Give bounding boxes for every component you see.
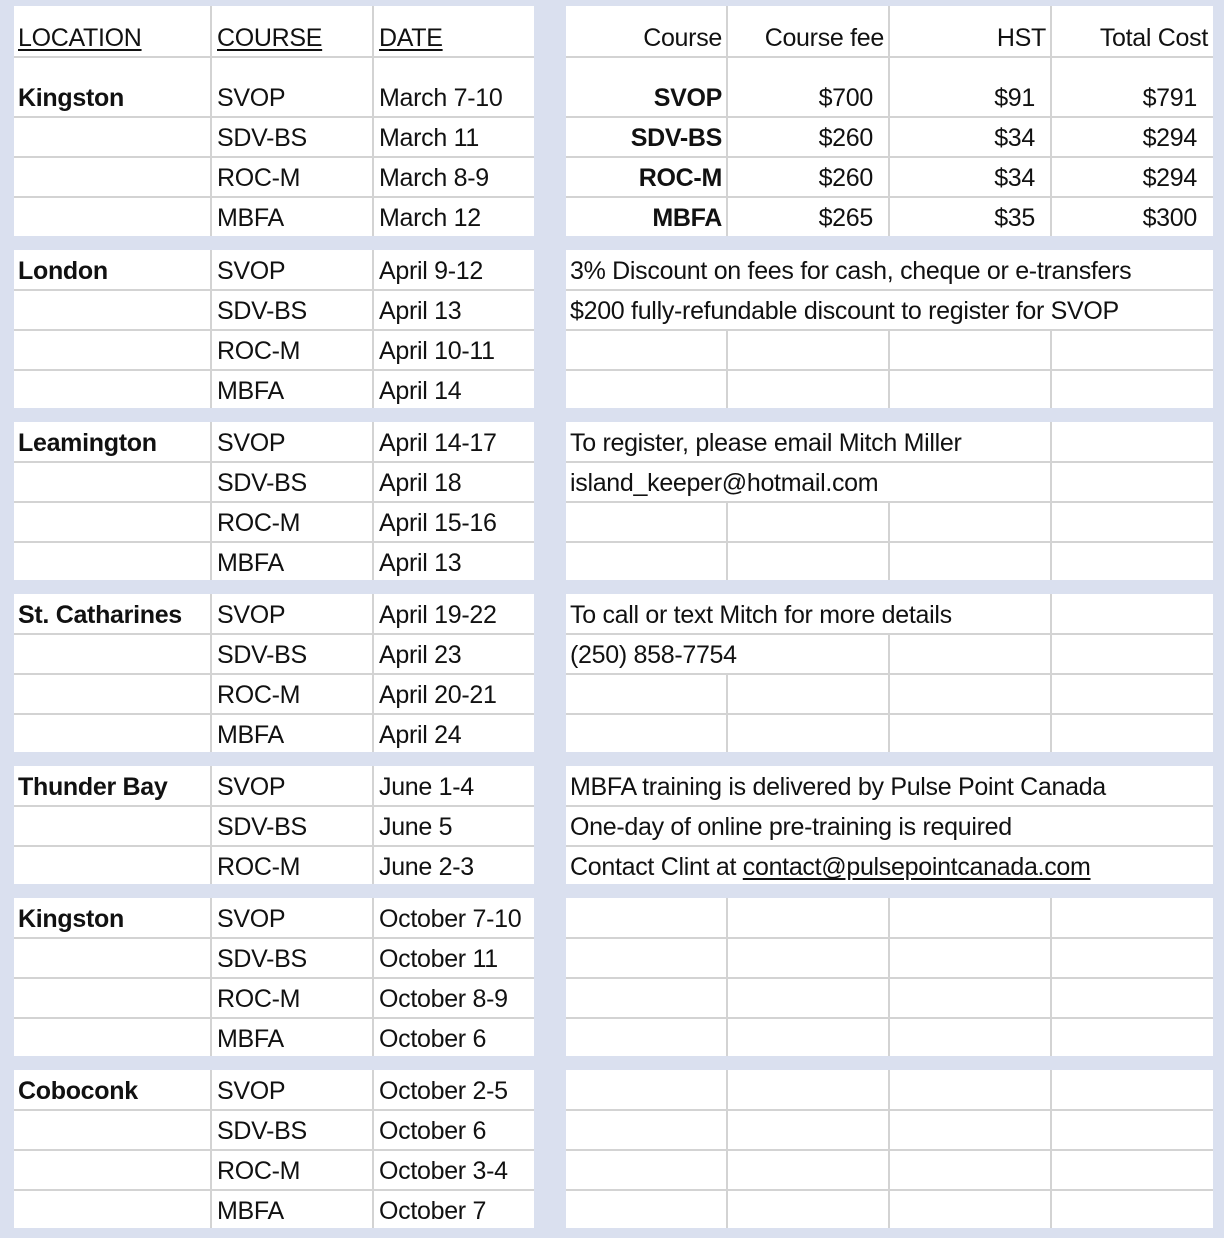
course-cell: SDV-BS xyxy=(217,469,307,497)
gridline xyxy=(1050,594,1052,752)
price-total-cell: $791 xyxy=(1142,84,1197,112)
price-hst-cell: $34 xyxy=(994,124,1035,152)
header-hst: HST xyxy=(996,24,1046,52)
gridline xyxy=(14,196,534,198)
header-course: Course xyxy=(643,24,722,52)
date-cell: April 13 xyxy=(379,549,462,577)
course-cell: SDV-BS xyxy=(217,124,307,152)
header-course-fee: Course fee xyxy=(764,24,884,52)
gridline xyxy=(888,898,890,1056)
date-cell: June 1-4 xyxy=(379,773,474,801)
price-total-cell: $294 xyxy=(1142,164,1197,192)
date-cell: March 12 xyxy=(379,204,481,232)
gridline xyxy=(726,674,728,752)
gridline xyxy=(210,594,212,752)
gridline xyxy=(1050,6,1052,236)
date-cell: April 19-22 xyxy=(379,601,497,629)
course-cell: ROC-M xyxy=(217,853,301,881)
date-cell: October 3-4 xyxy=(379,1157,508,1185)
date-cell: April 23 xyxy=(379,641,462,669)
register-email[interactable]: island_keeper@hotmail.com xyxy=(570,469,879,497)
course-cell: SVOP xyxy=(217,905,286,933)
contact-prefix: Contact Clint at xyxy=(570,853,743,881)
course-cell: SDV-BS xyxy=(217,813,307,841)
course-cell: MBFA xyxy=(217,1197,284,1225)
price-fee-cell: $260 xyxy=(818,164,873,192)
contact-email-link[interactable]: contact@pulsepointcanada.com xyxy=(742,853,1091,881)
location-cell: Coboconk xyxy=(18,1077,138,1105)
gridline xyxy=(14,461,534,463)
gridline xyxy=(210,898,212,1056)
price-hst-cell: $91 xyxy=(994,84,1035,112)
gridline xyxy=(726,502,728,580)
course-cell: SDV-BS xyxy=(217,641,307,669)
date-cell: April 14 xyxy=(379,377,462,405)
date-cell: October 2-5 xyxy=(379,1077,508,1105)
gridline xyxy=(888,6,890,236)
date-cell: October 6 xyxy=(379,1025,487,1053)
gridline xyxy=(372,6,374,236)
header-total-cost: Total Cost xyxy=(1099,24,1208,52)
course-cell: SVOP xyxy=(217,601,286,629)
date-cell: April 10-11 xyxy=(379,337,495,365)
date-cell: June 2-3 xyxy=(379,853,474,881)
price-course-cell: SDV-BS xyxy=(630,124,722,152)
gridline xyxy=(888,330,890,408)
date-cell: October 8-9 xyxy=(379,985,508,1013)
date-cell: April 24 xyxy=(379,721,462,749)
course-cell: ROC-M xyxy=(217,1157,301,1185)
course-cell: ROC-M xyxy=(217,985,301,1013)
gridline xyxy=(14,805,534,807)
header-location: LOCATION xyxy=(18,24,142,52)
date-cell: October 7-10 xyxy=(379,905,522,933)
gridline xyxy=(566,289,1213,291)
gridline xyxy=(14,713,534,715)
course-cell: MBFA xyxy=(217,549,284,577)
course-cell: MBFA xyxy=(217,204,284,232)
location-cell: London xyxy=(18,257,108,285)
course-cell: MBFA xyxy=(217,721,284,749)
course-cell: SDV-BS xyxy=(217,297,307,325)
gridline xyxy=(372,766,374,884)
gridline xyxy=(210,250,212,408)
gridline xyxy=(1050,1070,1052,1228)
gridline xyxy=(1050,330,1052,408)
note-call: To call or text Mitch for more details xyxy=(570,601,952,629)
gridline xyxy=(372,250,374,408)
date-cell: October 7 xyxy=(379,1197,487,1225)
date-cell: June 5 xyxy=(379,813,453,841)
date-cell: April 9-12 xyxy=(379,257,483,285)
gridline xyxy=(14,1149,534,1151)
date-cell: April 13 xyxy=(379,297,462,325)
gridline xyxy=(14,977,534,979)
gridline xyxy=(14,501,534,503)
gridline xyxy=(210,422,212,580)
gridline xyxy=(566,461,1213,463)
gridline xyxy=(888,502,890,580)
gridline xyxy=(14,673,534,675)
course-cell: MBFA xyxy=(217,1025,284,1053)
gridline xyxy=(14,541,534,543)
gridline xyxy=(210,6,212,236)
gridline xyxy=(726,898,728,1056)
location-cell: Kingston xyxy=(18,84,124,112)
price-hst-cell: $34 xyxy=(994,164,1035,192)
header-date: DATE xyxy=(379,24,443,52)
gridline xyxy=(726,330,728,408)
note-register: To register, please email Mitch Miller xyxy=(570,429,962,457)
date-cell: April 18 xyxy=(379,469,462,497)
gridline xyxy=(14,56,534,58)
course-cell: SVOP xyxy=(217,257,286,285)
price-hst-cell: $35 xyxy=(994,204,1035,232)
date-cell: April 15-16 xyxy=(379,509,497,537)
location-cell: St. Catharines xyxy=(18,601,182,629)
gridline xyxy=(888,634,890,752)
price-course-cell: SVOP xyxy=(653,84,722,112)
note-mbfa-provider: MBFA training is delivered by Pulse Point Canada xyxy=(570,773,1106,801)
note-svop-deposit: $200 fully-refundable discount to register for SVOP xyxy=(570,297,1119,325)
date-cell: March 11 xyxy=(379,124,479,152)
course-cell: MBFA xyxy=(217,377,284,405)
note-mbfa-pretraining: One-day of online pre-training is required xyxy=(570,813,1012,841)
course-cell: SDV-BS xyxy=(217,1117,307,1145)
gridline xyxy=(14,369,534,371)
date-cell: October 11 xyxy=(379,945,498,973)
gridline xyxy=(1050,898,1052,1056)
gridline xyxy=(14,845,534,847)
gridline xyxy=(372,898,374,1056)
gridline xyxy=(888,1070,890,1228)
course-cell: SDV-BS xyxy=(217,945,307,973)
price-fee-cell: $700 xyxy=(818,84,873,112)
date-cell: March 8-9 xyxy=(379,164,489,192)
course-cell: ROC-M xyxy=(217,509,301,537)
note-cash-discount: 3% Discount on fees for cash, cheque or e-transfers xyxy=(570,257,1132,285)
price-fee-cell: $265 xyxy=(818,204,873,232)
gridline xyxy=(726,6,728,236)
gridline xyxy=(726,1070,728,1228)
gridline xyxy=(210,1070,212,1228)
gridline xyxy=(14,1109,534,1111)
gridline xyxy=(14,1189,534,1191)
location-cell: Leamington xyxy=(18,429,157,457)
price-fee-cell: $260 xyxy=(818,124,873,152)
location-cell: Kingston xyxy=(18,905,124,933)
gridline xyxy=(14,156,534,158)
date-cell: April 20-21 xyxy=(379,681,497,709)
price-total-cell: $300 xyxy=(1142,204,1197,232)
date-cell: April 14-17 xyxy=(379,429,497,457)
gridline xyxy=(1050,422,1052,580)
gridline xyxy=(14,329,534,331)
gridline xyxy=(210,766,212,884)
course-cell: ROC-M xyxy=(217,164,301,192)
course-cell: SVOP xyxy=(217,1077,286,1105)
gridline xyxy=(14,633,534,635)
course-cell: SVOP xyxy=(217,773,286,801)
location-cell: Thunder Bay xyxy=(18,773,168,801)
header-course: COURSE xyxy=(217,24,323,52)
note-mbfa-contact xyxy=(570,846,1210,886)
date-cell: October 6 xyxy=(379,1117,487,1145)
price-course-cell: ROC-M xyxy=(638,164,722,192)
gridline xyxy=(14,1017,534,1019)
price-course-cell: MBFA xyxy=(652,204,722,232)
course-cell: SVOP xyxy=(217,84,286,112)
gridline xyxy=(14,937,534,939)
gridline xyxy=(372,594,374,752)
gridline xyxy=(566,805,1213,807)
course-cell: ROC-M xyxy=(217,681,301,709)
gridline xyxy=(14,116,534,118)
gridline xyxy=(372,422,374,580)
gridline xyxy=(566,845,1213,847)
phone-number: (250) 858-7754 xyxy=(570,641,737,669)
gridline xyxy=(14,289,534,291)
course-cell: SVOP xyxy=(217,429,286,457)
gridline xyxy=(372,1070,374,1228)
date-cell: March 7-10 xyxy=(379,84,503,112)
course-cell: ROC-M xyxy=(217,337,301,365)
price-total-cell: $294 xyxy=(1142,124,1197,152)
